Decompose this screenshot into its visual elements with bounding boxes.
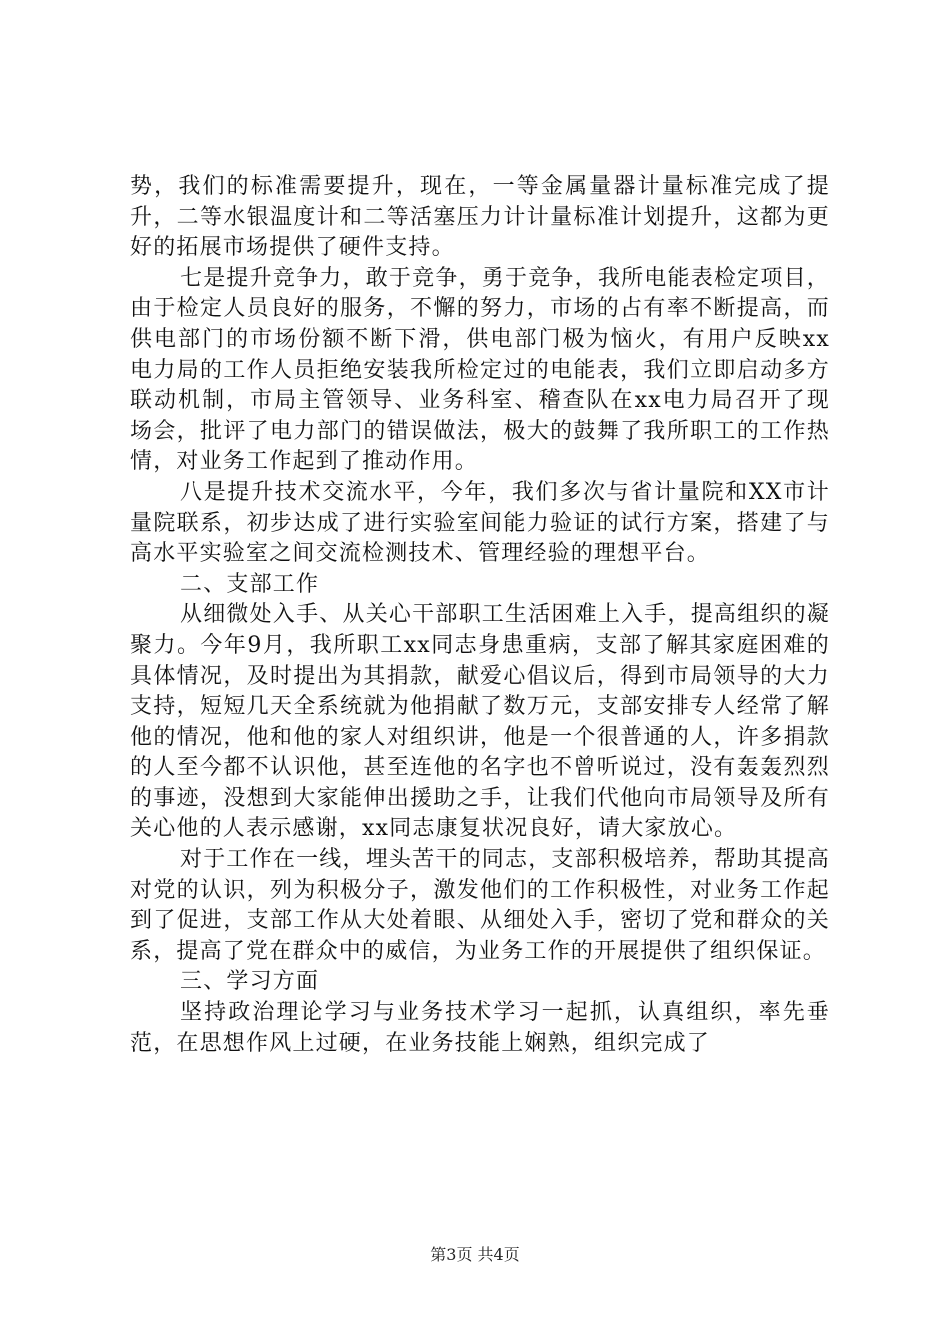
paragraph-item-eight: 八是提升技术交流水平，今年，我们多次与省计量院和XX市计量院联系，初步达成了进行实验室间能力验证的试行方案，搭建了与高水平实验室之间交流检测技术、管理经验的理想平台。 [130,479,830,567]
paragraph-continuation: 势，我们的标准需要提升，现在，一等金属量器计量标准完成了提升，二等水银温度计和二等活塞压力计计量标准计划提升，这都为更好的拓展市场提供了硬件支持。 [130,174,830,261]
paragraph-branch-cultivation: 对于工作在一线，埋头苦干的同志，支部积极培养，帮助其提高对党的认识，列为积极分子，激发他们的工作积极性，对业务工作起到了促进，支部工作从大处着眼、从细处入手，密切了党和群众的关系，提高了党在群众中的威信，为业务工作的开展提供了组织保证。 [130,847,830,964]
paragraph-study: 坚持政治理论学习与业务技术学习一起抓，认真组织，率先垂范，在思想作风上过硬，在业务技能上娴熟，组织完成了 [130,1000,830,1056]
paragraph-item-seven: 七是提升竞争力，敢于竞争，勇于竞争，我所电能表检定项目，由于检定人员良好的服务，不懈的努力，市场的占有率不断提高，而供电部门的市场份额不断下滑，供电部门极为恼火，有用户反映xx电力局的工作人员拒绝安装我所检定过的电能表，我们立即启动多方联动机制，市局主管领导、业务科室、稽查队在xx电力局召开了现场会，批评了电力部门的错误做法，极大的鼓舞了我所职工的工作热情，对业务工作起到了推动作用。 [130,265,830,475]
section-heading-study: 三、学习方面 [180,969,320,995]
page-footer: 第3页 共4页 [430,1245,520,1264]
document-body [130,172,830,1059]
section-heading-branch-work: 二、支部工作 [180,571,320,597]
paragraph-branch-care: 从细微处入手、从关心干部职工生活困难上入手，提高组织的凝聚力。今年9月，我所职工xx同志身患重病，支部了解其家庭困难的具体情况，及时提出为其捐款，献爱心倡议后，得到市局领导的大力支持，短短几天全系统就为他捐献了数万元，支部安排专人经常了解他的情况，他和他的家人对组织讲，他是一个很普通的人，许多捐款的人至今都不认识他，甚至连他的名字也不曾听说过，没有轰轰烈烈的事迹，没想到大家能伸出援助之手，让我们代他向市局领导及所有关心他的人表示感谢，xx同志康复状况良好，请大家放心。 [130,602,830,842]
